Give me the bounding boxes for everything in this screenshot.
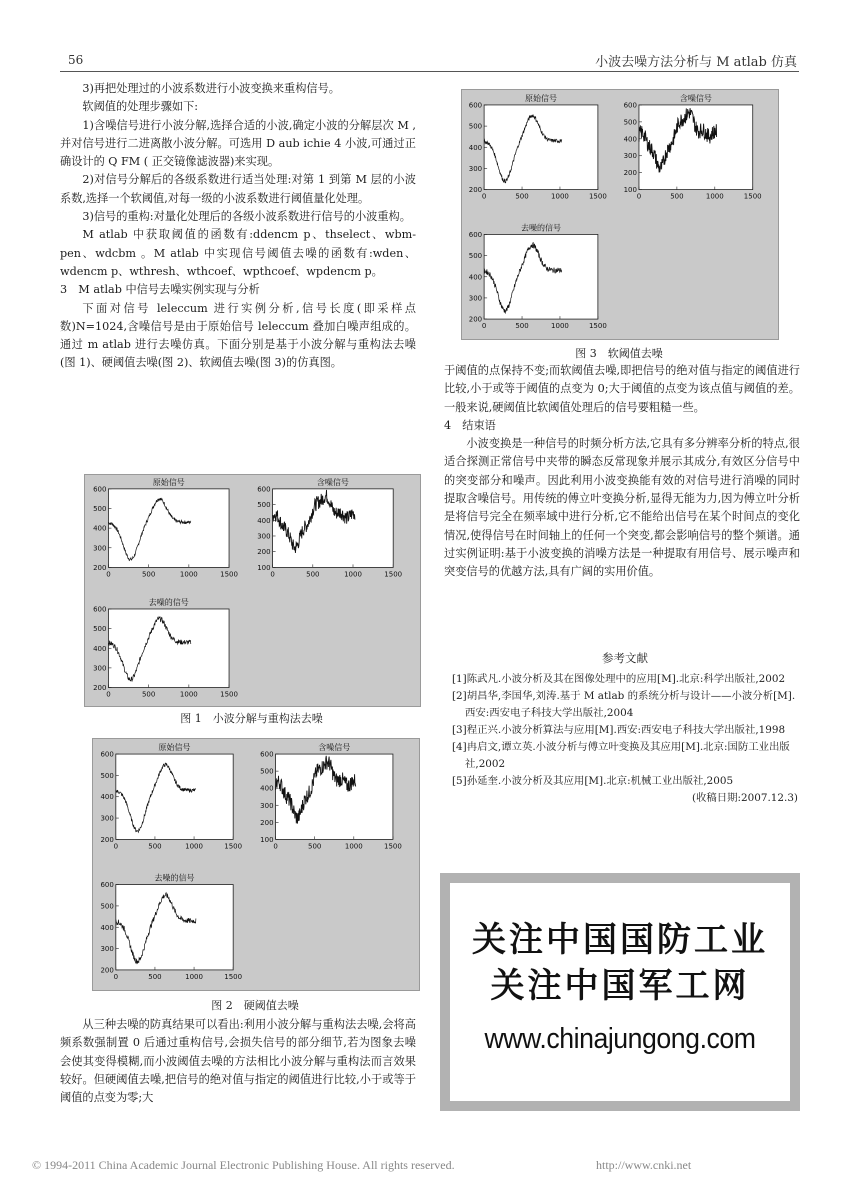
x-tick-label: 0 — [106, 690, 111, 699]
x-tick-label: 1000 — [551, 322, 569, 331]
y-tick-label: 400 — [100, 793, 114, 802]
paragraph: M atlab 中获取阈值的函数有:ddencm p、thselect、wbm-pen、wdcbm 。M atlab 中实现信号阈值去噪的函数有:wden、wdencm p、wthresh、wthcoef、wpthcoef、wpdencm p。 — [60, 228, 416, 278]
x-tick-label: 1500 — [224, 972, 243, 981]
y-tick-label: 300 — [260, 801, 274, 810]
plot-area — [276, 754, 393, 839]
subplot-title: 去噪的信号 — [154, 873, 195, 883]
paragraph: 于阈值的点保持不变;而软阈值去噪,即把信号的绝对值与指定的阈值进行比较,小于或等于阈值的点变为 0;大于阈值的点变为该点值与阈值的差。一般来说,硬阈值比软阈值处理后的信号要粗糙一些。 — [444, 364, 800, 414]
plot-area — [108, 609, 229, 688]
y-tick-label: 600 — [257, 485, 271, 494]
y-tick-label: 100 — [257, 563, 271, 572]
header-rule — [60, 71, 799, 72]
footer-url[interactable]: http://www.cnki.net — [596, 1158, 692, 1172]
y-tick-label: 500 — [100, 771, 114, 780]
subplot-panel — [93, 477, 238, 579]
subplot-panel — [100, 873, 242, 981]
y-tick-label: 400 — [93, 524, 107, 533]
y-tick-label: 200 — [623, 169, 637, 178]
y-tick-label: 400 — [260, 784, 274, 793]
x-tick-label: 1500 — [384, 570, 403, 579]
y-tick-label: 400 — [100, 923, 114, 932]
y-tick-label: 600 — [260, 750, 274, 759]
y-tick-label: 500 — [468, 122, 483, 131]
figure-2 — [92, 738, 420, 991]
y-tick-label: 600 — [468, 101, 483, 110]
advert-box — [440, 873, 800, 1111]
figure-3 — [461, 89, 779, 340]
figure-1 — [84, 474, 421, 707]
subplot-title: 原始信号 — [525, 93, 557, 103]
subplot-title: 去噪的信号 — [521, 223, 561, 233]
y-tick-label: 300 — [100, 814, 114, 823]
paragraph: 小波变换是一种信号的时频分析方法,它具有多分辨率分析的特点,很适合探测正常信号中夹带的瞬态反常现象并展示其成分,有效区分信号中的突变部分和噪声。因此利用小波变换能有效的对信号进行消噪的同时提取含噪信号。用传统的傅立叶变换分析,显得无能为力,因为傅立叶分析是将信号完全在频率域中进行分析,它不能给出信号在某个时间点的变化情况,使得信号在时间轴上的任何一个突变,都会影响信号的整个频谱。通过实例证明:基于小波变换的消噪方法是一种提取有用信号、展示噪声和突变信号的优越方法,具有广阔的实用价值。 — [444, 437, 800, 579]
footer-copyright: © 1994-2011 China Academic Journal Electronic Publishing House. All rights reserved. — [32, 1158, 455, 1172]
subplot-title: 含噪信号 — [679, 93, 712, 103]
received-date: (收稿日期:2007.12.3) — [691, 792, 798, 804]
y-tick-label: 600 — [468, 230, 483, 239]
x-tick-label: 0 — [270, 570, 275, 579]
x-tick-label: 500 — [148, 842, 162, 851]
subplot-panel — [469, 93, 607, 201]
x-tick-label: 500 — [141, 690, 156, 699]
left-column-bottom — [60, 1016, 416, 1107]
subplot-panel — [260, 742, 402, 850]
x-tick-label: 1000 — [179, 570, 198, 579]
y-tick-label: 300 — [100, 945, 114, 954]
y-tick-label: 400 — [257, 516, 271, 525]
y-tick-label: 600 — [623, 101, 637, 110]
paragraph: 从三种去噪的防真结果可以看出:利用小波分解与重构法去噪,会将高频系数强制置 0 后通过重构信号,会损失信号的部分细节,若为图象去噪会使其变得模糊,而小波阈值去噪的方法相比小波分解与重构法而言效果较好。但硬阈值去噪,把信号的绝对值与指定的阈值进行比较,小于或等于阈值的点变为零;大 — [60, 1018, 416, 1105]
x-tick-label: 500 — [141, 570, 156, 579]
x-tick-label: 0 — [273, 842, 278, 851]
y-tick-label: 500 — [623, 118, 637, 127]
y-tick-label: 100 — [260, 835, 274, 844]
paragraph: 1)含噪信号进行小波分解,选择合适的小波,确定小波的分解层次 M ,并对信号进行二进离散小波分解。可选用 D aub ichie 4 小波,可通过正确设计的 Q FM ( 正交镜像滤波器)来实现。 — [60, 118, 416, 169]
plot-area — [484, 105, 598, 190]
y-tick-label: 300 — [257, 532, 271, 541]
reference-item: [2]胡昌华,李国华,刘涛.基于 M atlab 的系统分析与设计——小波分析[M].西安:西安电子科技大学出版社,2004 — [452, 690, 796, 719]
x-tick-label: 500 — [307, 842, 322, 851]
x-tick-label: 500 — [306, 570, 320, 579]
y-tick-label: 600 — [100, 750, 114, 759]
y-tick-label: 400 — [623, 135, 637, 144]
x-tick-label: 500 — [515, 192, 529, 201]
y-tick-label: 400 — [93, 644, 107, 653]
reference-item: [1]陈武凡.小波分析及其在图像处理中的应用[M].北京:科学出版社,2002 — [452, 673, 786, 685]
x-tick-label: 1000 — [179, 690, 198, 699]
x-tick-label: 1500 — [588, 322, 607, 331]
references-title: 参考文献 — [602, 651, 648, 665]
reference-item: [3]程正兴.小波分析算法与应用[M].西安:西安电子科技大学出版社,1998 — [452, 724, 786, 736]
y-tick-label: 500 — [93, 625, 107, 634]
reference-item: [5]孙延奎.小波分析及其应用[M].北京:机械工业出版社,2005 — [452, 775, 734, 787]
y-tick-label: 500 — [257, 501, 271, 510]
x-tick-label: 1500 — [743, 192, 762, 201]
y-tick-label: 500 — [93, 504, 107, 513]
plot-area — [273, 489, 394, 568]
y-tick-label: 200 — [468, 186, 483, 195]
x-tick-label: 500 — [515, 322, 529, 331]
advert-line-2: 关注中国军工网 — [490, 966, 750, 1006]
figure-3-plots — [462, 90, 778, 339]
y-tick-label: 300 — [93, 664, 107, 673]
subplot-panel — [100, 742, 242, 850]
subplot-panel — [469, 222, 607, 330]
x-tick-label: 0 — [481, 192, 487, 201]
paragraph: 软阈值的处理步骤如下: — [82, 100, 199, 114]
section-heading: 4 结束语 — [444, 418, 496, 432]
running-title: 小波去噪方法分析与 M atlab 仿真 — [595, 55, 797, 70]
x-tick-label: 0 — [636, 192, 642, 201]
x-tick-label: 1000 — [185, 842, 203, 851]
paragraph: 3)信号的重构:对量化处理后的各级小波系数进行信号的小波重构。 — [82, 210, 411, 224]
x-tick-label: 1500 — [224, 842, 243, 851]
page-number: 56 — [68, 53, 84, 67]
x-tick-label: 0 — [113, 842, 119, 851]
reference-item: [4]冉启文,谭立英.小波分析与傅立叶变换及其应用[M].北京:国防工业出版社,2002 — [452, 741, 790, 770]
x-tick-label: 0 — [113, 972, 119, 981]
y-tick-label: 400 — [468, 143, 483, 152]
subplot-title: 含噪信号 — [316, 477, 349, 487]
subplot-panel — [93, 597, 238, 699]
y-tick-label: 200 — [100, 966, 114, 975]
y-tick-label: 400 — [468, 273, 483, 282]
x-tick-label: 1000 — [344, 570, 362, 579]
y-tick-label: 300 — [93, 544, 107, 553]
references — [452, 650, 798, 807]
paragraph: 3)再把处理过的小波系数进行小波变换来重构信号。 — [82, 82, 340, 95]
x-tick-label: 1500 — [588, 192, 607, 201]
figure-1-caption: 图 1 小波分解与重构法去噪 — [180, 712, 323, 725]
plot-area — [639, 105, 753, 190]
y-tick-label: 600 — [93, 605, 107, 614]
x-tick-label: 1500 — [220, 690, 238, 699]
x-tick-label: 500 — [670, 192, 684, 201]
figure-2-plots — [93, 739, 419, 990]
advert-line-1: 关注中国国防工业 — [472, 920, 768, 960]
left-column-top — [60, 80, 416, 373]
figure-2-caption: 图 2 硬阈值去噪 — [211, 999, 299, 1012]
x-tick-label: 0 — [481, 322, 487, 331]
y-tick-label: 100 — [623, 186, 637, 195]
x-tick-label: 500 — [148, 972, 162, 981]
subplot-title: 去噪的信号 — [148, 597, 189, 607]
subplot-title: 含噪信号 — [318, 743, 351, 753]
y-tick-label: 600 — [93, 485, 107, 494]
section-heading: 3 M atlab 中信号去噪实例实现与分析 — [60, 283, 260, 297]
y-tick-label: 200 — [468, 315, 483, 324]
paragraph: 下面对信号 leleccum 进行实例分析,信号长度(即采样点数)N=1024,含噪信号是由于原始信号 leleccum 叠加白噪声组成的。通过 m atlab 进行去噪仿真。下面分别是基于小波分解与重构法去噪(图 1)、硬阈值去噪(图 2)、软阈值去噪(图 3)的仿真图。 — [60, 301, 416, 370]
x-tick-label: 1000 — [551, 192, 569, 201]
subplot-title: 原始信号 — [152, 477, 185, 487]
advert-url: www.chinajungong.com — [484, 1023, 756, 1055]
subplot-panel — [257, 477, 402, 579]
paragraph: 2)对信号分解后的各级系数进行适当处理:对第 1 到第 M 层的小波系数,选择一个软阈值,对每一级的小波系数进行阈值量化处理。 — [60, 173, 416, 205]
subplot-panel — [624, 93, 762, 201]
y-tick-label: 200 — [260, 818, 274, 827]
y-tick-label: 600 — [100, 881, 114, 890]
x-tick-label: 1000 — [705, 192, 724, 201]
x-tick-label: 1000 — [185, 972, 203, 981]
x-tick-label: 1000 — [344, 842, 363, 851]
subplot-title: 原始信号 — [158, 743, 191, 753]
y-tick-label: 300 — [468, 294, 483, 303]
y-tick-label: 300 — [623, 152, 637, 161]
y-tick-label: 200 — [257, 548, 271, 557]
y-tick-label: 300 — [468, 164, 483, 173]
y-tick-label: 500 — [260, 767, 274, 776]
right-column — [444, 362, 800, 582]
x-tick-label: 1500 — [384, 842, 402, 851]
figure-3-caption: 图 3 软阈值去噪 — [575, 347, 663, 360]
y-tick-label: 500 — [100, 902, 114, 911]
x-tick-label: 0 — [106, 570, 111, 579]
y-tick-label: 200 — [100, 835, 114, 844]
x-tick-label: 1500 — [220, 570, 238, 579]
y-tick-label: 500 — [468, 252, 483, 261]
y-tick-label: 200 — [93, 684, 107, 693]
y-tick-label: 200 — [93, 563, 107, 572]
figure-1-plots — [85, 475, 420, 706]
